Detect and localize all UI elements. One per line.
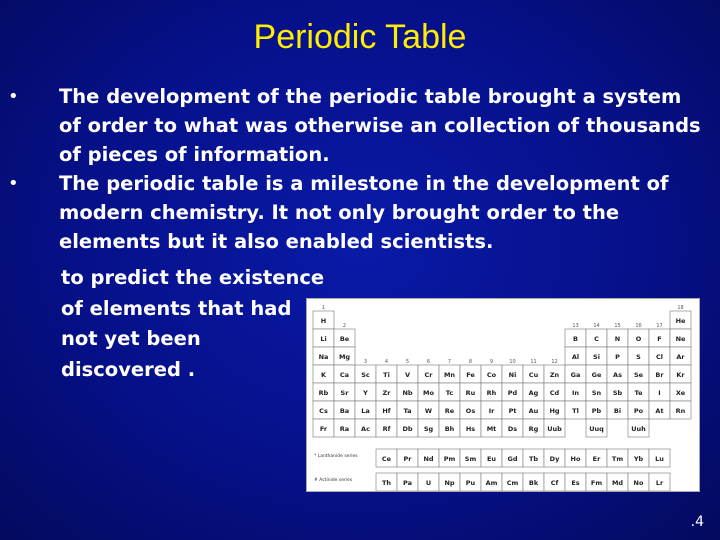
element-symbol: Li	[320, 335, 327, 343]
element-symbol: Sr	[340, 389, 349, 397]
element-symbol: Sc	[361, 371, 370, 379]
element-symbol: Po	[633, 407, 644, 415]
element-symbol: Bh	[444, 425, 455, 433]
element-symbol: Lr	[655, 479, 664, 487]
element-symbol: Kr	[676, 371, 685, 379]
element-symbol: Ce	[381, 455, 392, 463]
element-symbol: At	[655, 407, 664, 415]
element-symbol: In	[571, 389, 580, 397]
element-symbol: H	[320, 317, 327, 325]
slide-title: Periodic Table	[253, 18, 467, 56]
group-number: 17	[656, 323, 663, 329]
element-symbol: Sn	[591, 389, 602, 397]
element-symbol: Ti	[383, 371, 390, 379]
element-symbol: Rb	[318, 389, 329, 397]
bullet-dot-icon: •	[8, 173, 19, 194]
element-symbol: Co	[486, 371, 497, 379]
element-symbol: Rn	[675, 407, 686, 415]
group-number: 13	[572, 323, 579, 329]
element-symbol: Br	[655, 371, 664, 379]
element-symbol: Rh	[486, 389, 497, 397]
element-symbol: Te	[634, 389, 643, 397]
element-symbol: Nb	[402, 389, 413, 397]
element-symbol: Cl	[656, 353, 663, 361]
element-symbol: Si	[593, 353, 600, 361]
element-symbol: Uub	[547, 425, 562, 433]
group-number: 2	[342, 323, 347, 329]
element-symbol: Fm	[590, 479, 603, 487]
group-number: 4	[384, 359, 389, 365]
element-symbol: Rf	[382, 425, 391, 433]
continuation-line: not yet been	[61, 327, 201, 350]
element-symbol: Pb	[591, 407, 602, 415]
element-symbol: Md	[611, 479, 624, 487]
bullet-list	[8, 82, 708, 256]
element-symbol: Zr	[382, 389, 391, 397]
element-symbol: B	[573, 335, 578, 343]
element-symbol: Ra	[339, 425, 350, 433]
element-symbol: Np	[444, 479, 455, 487]
element-symbol: Pd	[507, 389, 518, 397]
element-symbol: Rg	[528, 425, 539, 433]
group-number: 18	[677, 305, 684, 311]
element-symbol: S	[636, 353, 641, 361]
group-number: 8	[468, 359, 473, 365]
element-symbol: Gd	[507, 455, 518, 463]
element-symbol: Cf	[550, 479, 559, 487]
bullet-text: The periodic table is a milestone in the development of modern chemistry. It not only brought order to the elements but it also enabled scientists.	[59, 172, 669, 253]
group-number: 3	[363, 359, 368, 365]
element-symbol: Am	[485, 479, 498, 487]
element-symbol: Uuh	[631, 425, 646, 433]
element-symbol: Mg	[338, 353, 351, 361]
element-symbol: Tl	[572, 407, 579, 415]
group-number: 1	[321, 305, 326, 311]
element-symbol: Pm	[443, 455, 456, 463]
element-symbol: Cd	[549, 389, 560, 397]
group-number: 14	[593, 323, 600, 329]
element-symbol: U	[425, 479, 432, 487]
element-symbol: Fr	[319, 425, 328, 433]
element-symbol: Es	[571, 479, 580, 487]
element-symbol: Ac	[361, 425, 370, 433]
element-symbol: Bk	[528, 479, 539, 487]
element-symbol: Ge	[591, 371, 602, 379]
element-symbol: Ca	[339, 371, 350, 379]
group-number: 5	[405, 359, 410, 365]
element-symbol: Yb	[633, 455, 644, 463]
element-symbol: O	[635, 335, 642, 343]
group-number: 12	[551, 359, 558, 365]
element-symbol: Bi	[613, 407, 622, 415]
element-symbol: Tm	[611, 455, 624, 463]
element-symbol: Ni	[508, 371, 517, 379]
element-symbol: No	[633, 479, 644, 487]
element-symbol: N	[614, 335, 621, 343]
element-symbol: Cs	[319, 407, 328, 415]
lanthanide-label: * Lanthanide series	[314, 454, 358, 459]
element-symbol: Na	[318, 353, 329, 361]
element-symbol: Uuq	[589, 425, 604, 433]
element-symbol: As	[613, 371, 622, 379]
element-symbol: I	[658, 389, 661, 397]
element-symbol: Be	[339, 335, 350, 343]
bullet-text: The development of the periodic table brought a system of order to what was otherwise an collection of thousands of pieces of information.	[59, 85, 701, 166]
periodic-table-graphic	[307, 299, 699, 491]
element-symbol: Ta	[403, 407, 412, 415]
element-symbol: F	[657, 335, 662, 343]
element-symbol: Cu	[528, 371, 539, 379]
element-symbol: Dy	[549, 455, 560, 463]
bullet-item	[8, 169, 708, 256]
element-symbol: K	[320, 371, 327, 379]
element-symbol: Re	[444, 407, 455, 415]
element-symbol: Ne	[675, 335, 686, 343]
element-symbol: C	[594, 335, 599, 343]
element-symbol: Pu	[465, 479, 476, 487]
bullet-dot-icon: •	[8, 86, 19, 107]
element-symbol: Se	[633, 371, 644, 379]
element-symbol: Nd	[423, 455, 434, 463]
element-symbol: He	[675, 317, 686, 325]
bullet-item	[8, 82, 708, 169]
slide-number: .4	[690, 514, 704, 530]
periodic-table-image	[306, 298, 700, 492]
element-symbol: Xe	[675, 389, 686, 397]
element-symbol: Ga	[570, 371, 581, 379]
element-symbol: Ba	[339, 407, 350, 415]
element-symbol: Al	[571, 353, 580, 361]
continuation-line: of elements that had	[61, 296, 292, 320]
element-symbol: Ir	[488, 407, 495, 415]
element-symbol: Er	[592, 455, 601, 463]
element-symbol: Lu	[655, 455, 664, 463]
continuation-line: discovered .	[61, 357, 196, 381]
group-number: 10	[509, 359, 516, 365]
actinide-label: # Actinide series	[314, 478, 353, 483]
element-symbol: Mo	[423, 389, 434, 397]
element-symbol: Fe	[466, 371, 475, 379]
element-symbol: Pt	[508, 407, 517, 415]
element-symbol: Os	[465, 407, 476, 415]
element-symbol: Eu	[486, 455, 497, 463]
element-symbol: Ds	[507, 425, 518, 433]
continuation-text	[61, 263, 327, 385]
element-symbol: Sg	[423, 425, 434, 433]
continuation-line: to predict the existence	[61, 266, 325, 289]
element-symbol: Cr	[424, 371, 433, 379]
element-symbol: Tb	[528, 455, 539, 463]
element-symbol: Ho	[570, 455, 581, 463]
element-symbol: Au	[528, 407, 539, 415]
element-symbol: Zn	[549, 371, 560, 379]
element-symbol: Ar	[676, 353, 685, 361]
element-symbol: Pr	[403, 455, 412, 463]
element-symbol: Db	[402, 425, 413, 433]
group-number: 6	[426, 359, 431, 365]
element-symbol: Y	[363, 389, 368, 397]
element-symbol: La	[361, 407, 370, 415]
element-symbol: Th	[381, 479, 392, 487]
group-number: 15	[614, 323, 621, 329]
group-number: 11	[530, 359, 537, 365]
element-symbol: Pa	[403, 479, 412, 487]
element-symbol: Sm	[464, 455, 477, 463]
element-symbol: Mn	[443, 371, 456, 379]
element-symbol: W	[424, 407, 433, 415]
element-symbol: Hs	[465, 425, 476, 433]
element-symbol: V	[404, 371, 411, 379]
element-symbol: Ru	[465, 389, 476, 397]
element-symbol: Ag	[528, 389, 539, 397]
element-symbol: Hf	[382, 407, 391, 415]
element-symbol: P	[615, 353, 620, 361]
element-symbol: Hg	[549, 407, 560, 415]
group-number: 9	[489, 359, 494, 365]
element-symbol: Cm	[506, 479, 519, 487]
group-number: 16	[635, 323, 642, 329]
group-number: 7	[447, 359, 452, 365]
element-symbol: Mt	[486, 425, 497, 433]
element-symbol: Sb	[612, 389, 623, 397]
element-symbol: Tc	[445, 389, 454, 397]
